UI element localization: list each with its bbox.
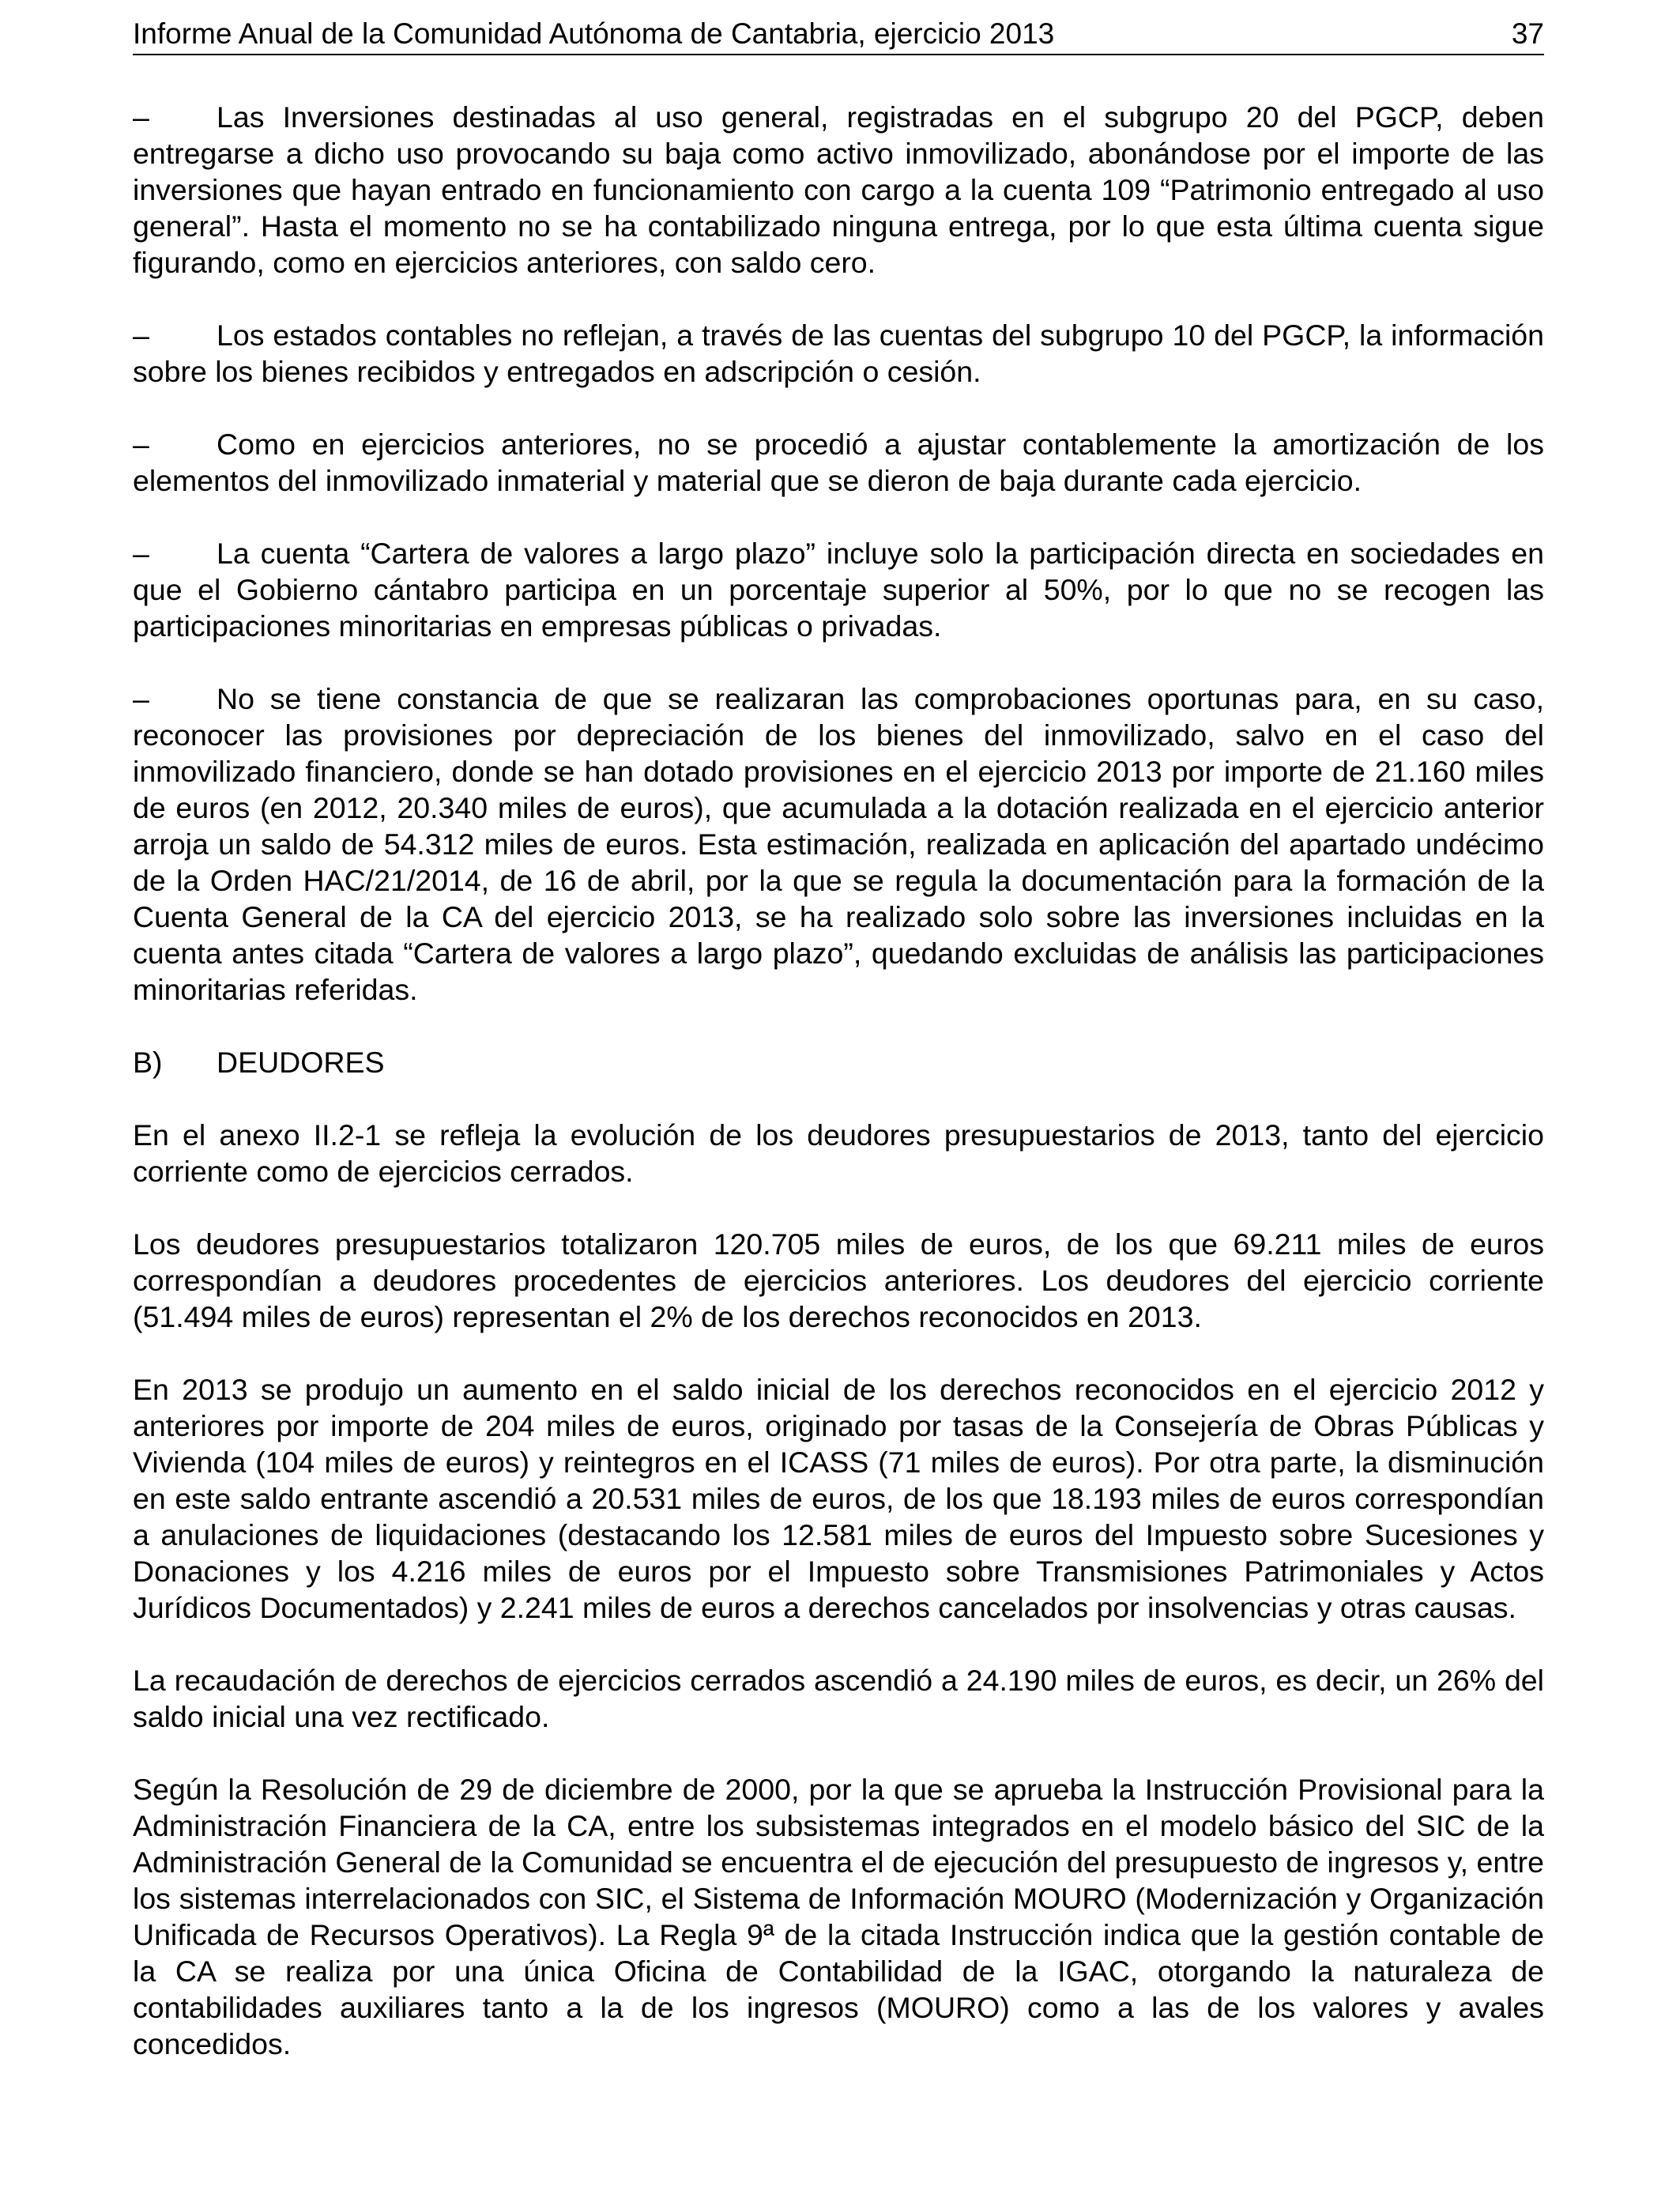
section-heading-deudores	[133, 1044, 1544, 1080]
bullet-paragraph	[133, 426, 1544, 499]
bullet-paragraph	[133, 317, 1544, 390]
bullet-text: Los estados contables no reflejan, a través de las cuentas del subgrupo 10 del PGCP, la información sobre los bienes recibidos y entregados en adscripción o cesión.	[133, 319, 1544, 388]
body-paragraph: La recaudación de derechos de ejercicios cerrados ascendió a 24.190 miles de euros, es decir, un 26% del saldo inicial una vez rectificado.	[133, 1664, 1544, 1733]
body-paragraph: Según la Resolución de 29 de diciembre de 2000, por la que se aprueba la Instrucción Provisional para la Administración Financiera de la CA, entre los subsistemas integrados en el modelo básico del SIC de la Administración General de la Comunidad se encuentra el de ejecución del presupuesto de ingresos y, entre los sistemas interrelacionados con SIC, el Sistema de Información MOURO (Modernización y Organización Unificada de Recursos Operativos). La Regla 9ª de la citada Instrucción indica que la gestión contable de la CA se realiza por una única Oficina de Contabilidad de la IGAC, otorgando la naturaleza de contabilidades auxiliares tanto a la de los ingresos (MOURO) como a las de los valores y avales concedidos.	[133, 1773, 1544, 2060]
bullet-dash: –	[133, 319, 149, 352]
bullet-text: Las Inversiones destinadas al uso general, registradas en el subgrupo 20 del PGCP, deben entregarse a dicho uso provocando su baja como activo inmovilizado, abonándose por el importe de las inversiones que hayan entrado en funcionamiento con cargo a la cuenta 109 “Patrimonio entregado al uso general”. Hasta el momento no se ha contabilizado ninguna entrega, por lo que esta última cuenta sigue figurando, como en ejercicios anteriores, con saldo cero.	[133, 100, 1544, 279]
bullet-text: La cuenta “Cartera de valores a largo plazo” incluye solo la participación directa en sociedades en que el Gobierno cántabro participa en un porcentaje superior al 50%, por lo que no se recogen las participaciones minoritarias en empresas públicas o privadas.	[133, 537, 1544, 643]
section-letter: B)	[133, 1046, 163, 1079]
bullet-dash: –	[133, 428, 149, 461]
bullet-text: No se tiene constancia de que se realizaran las comprobaciones oportunas para, en su caso, reconocer las provisiones por depreciación de los bienes del inmovilizado, salvo en el caso del inmovilizado financiero, donde se han dotado provisiones en el ejercicio 2013 por importe de 21.160 miles de euros (en 2012, 20.340 miles de euros), que acumulada a la dotación realizada en el ejercicio anterior arroja un saldo de 54.312 miles de euros. Esta estimación, realizada en aplicación del apartado undécimo de la Orden HAC/21/2014, de 16 de abril, por la que se regula la documentación para la formación de la Cuenta General de la CA del ejercicio 2013, se ha realizado solo sobre las inversiones incluidas en la cuenta antes citada “Cartera de valores a largo plazo”, quedando excluidas de análisis las participaciones minoritarias referidas.	[133, 682, 1544, 1006]
page-header	[133, 14, 1544, 55]
bullet-text: Como en ejercicios anteriores, no se procedió a ajustar contablemente la amortización de los elementos del inmovilizado inmaterial y material que se dieron de baja durante cada ejercicio.	[133, 428, 1544, 497]
document-body	[133, 99, 1544, 2098]
bullet-dash: –	[133, 100, 149, 134]
section-title: DEUDORES	[217, 1046, 385, 1079]
body-paragraph: Los deudores presupuestarios totalizaron 120.705 miles de euros, de los que 69.211 miles de euros correspondían a deudores procedentes de ejercicios anteriores. Los deudores del ejercicio corriente (51.494 miles de euros) representan el 2% de los derechos reconocidos en 2013.	[133, 1227, 1544, 1333]
body-paragraph: En 2013 se produjo un aumento en el saldo inicial de los derechos reconocidos en el ejercicio 2012 y anteriores por importe de 204 miles de euros, originado por tasas de la Consejería de Obras Públicas y Vivienda (104 miles de euros) y reintegros en el ICASS (71 miles de euros). Por otra parte, la disminución en este saldo entrante ascendió a 20.531 miles de euros, de los que 18.193 miles de euros correspondían a anulaciones de liquidaciones (destacando los 12.581 miles de euros del Impuesto sobre Sucesiones y Donaciones y los 4.216 miles de euros por el Impuesto sobre Transmisiones Patrimoniales y Actos Jurídicos Documentados) y 2.241 miles de euros a derechos cancelados por insolvencias y otras causas.	[133, 1373, 1544, 1624]
bullet-paragraph	[133, 99, 1544, 281]
body-paragraph: En el anexo II.2-1 se refleja la evolución de los deudores presupuestarios de 2013, tanto del ejercicio corriente como de ejercicios cerrados.	[133, 1118, 1544, 1188]
bullet-paragraph	[133, 680, 1544, 1008]
running-header-title: Informe Anual de la Comunidad Autónoma de Cantabria, ejercicio 2013	[133, 17, 1055, 50]
bullet-paragraph	[133, 535, 1544, 644]
bullet-dash: –	[133, 537, 149, 570]
page-number: 37	[1511, 17, 1544, 50]
bullet-dash: –	[133, 682, 149, 715]
